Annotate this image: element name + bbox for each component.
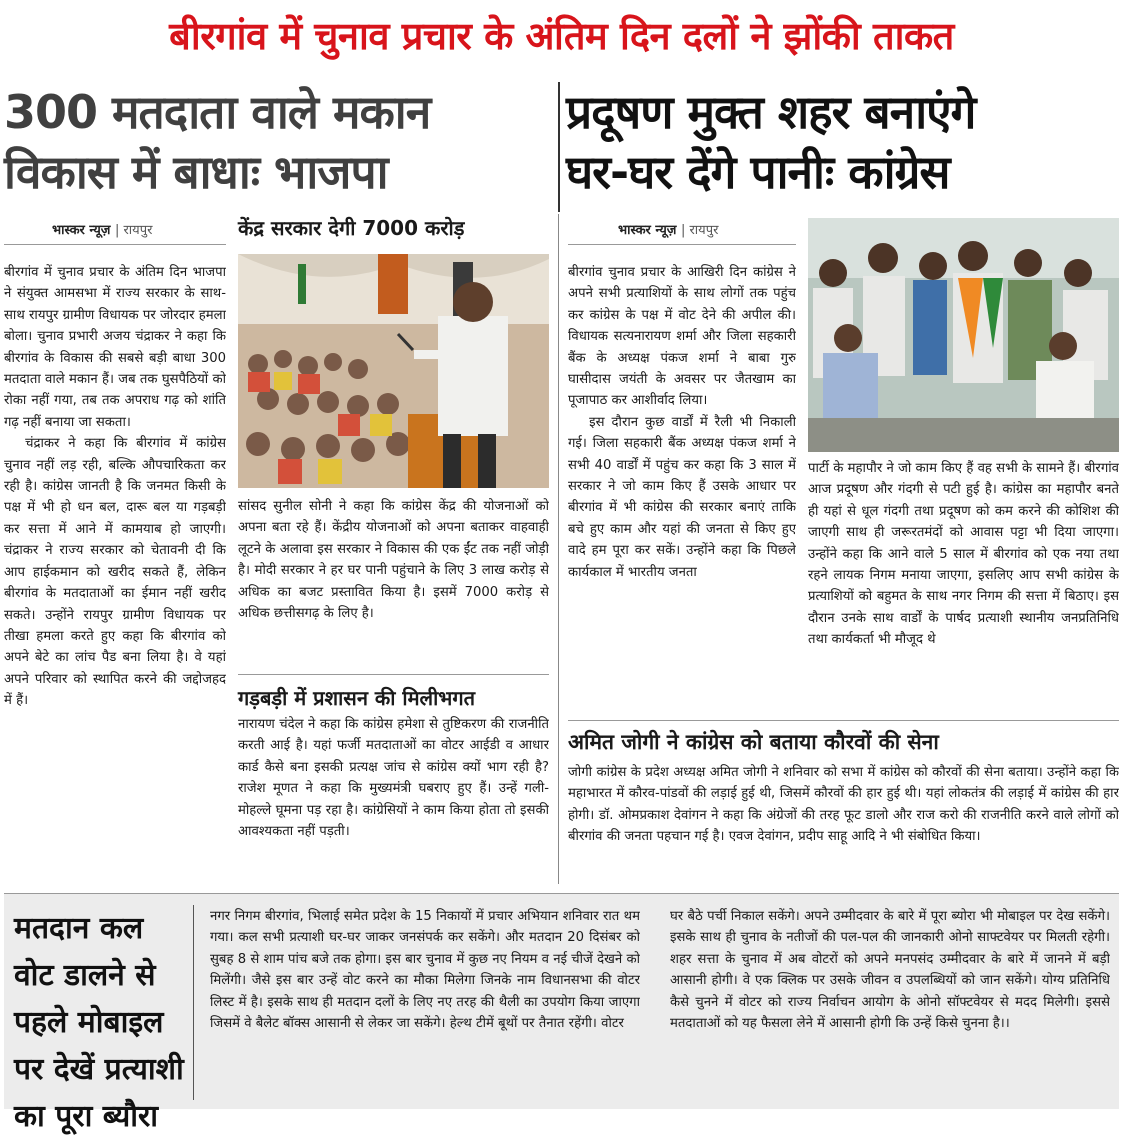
byline-rule	[4, 244, 226, 245]
right-para-4: जोगी कांग्रेस के प्रदेश अध्यक्ष अमित जोगी ने शनिवार को सभा में कांग्रेस को कौरवों की सेना बताया। उन्होंने कहा कि महाभारत में कौरव-पांडवों की लड़ाई हुई थी, जिसमें कौरवों की हार हुई थी। यहां लोकतंत्र की लड़ाई में कांग्रेस की हार होगी। डॉ. ओमप्रकाश देवांगन ने कहा कि अंग्रेजों की तरह फूट डालो और राज करो की राजनीति करने वाले लोगों को बीरगांव की जनता पहचान गई है। एवज देवांगन, प्रदीप साहू आदि ने भी संबोधित किया।	[568, 765, 1119, 845]
right-para-1: बीरगांव चुनाव प्रचार के आखिरी दिन कांग्रेस ने अपने सभी प्रत्याशियों के साथ लोगों तक पहुंच कर कांग्रेस के पक्ष में वोट देने की अपील की। विधायक सत्यनारायण शर्मा और जिला सहकारी बैंक के अध्यक्ष पंकज शर्मा ने बाबा गुरु घासीदास जयंती के अवसर पर जैतखाम का पूजापाठ कर आशीर्वाद लिया।	[568, 265, 796, 409]
left-headline-line1: 300 मतदाता वाले मकान	[4, 85, 431, 139]
box-headline	[14, 905, 189, 1140]
byline-city: रायपुर	[689, 223, 719, 238]
subhead-rule	[568, 720, 1119, 721]
byline-agency: भास्कर न्यूज़	[52, 223, 111, 238]
left-subhead-collusion: गड़बड़ी में प्रशासन की मिलीभगत	[238, 686, 475, 710]
story-divider	[558, 214, 559, 884]
left-headline	[4, 82, 554, 202]
left-para-2: चंद्राकर ने कहा कि बीरगांव में कांग्रेस चुनाव नहीं लड़ रही, बल्कि औपचारिकता कर रही है। कांग्रेस जानती है कि जनमत किसी के पक्ष में भी हो धन बल, दारू बल या गड़बड़ी कर सत्ता में आने में कामयाब हो जाएगी। चंद्राकर ने राज्य सरकार को चेतावनी दी कि आप हाईकमान को खरीद सकते हैं, लेकिन बीरगांव के मतदाताओं का ईमान नहीं खरीद सकते। उन्होंने रायपुर ग्रामीण विधायक पर तीखा हमला करते हुए कहा कि बीरगांव को अपने बेटे का लांच पैड बना लिया है। वे यहां अपने परिवार को स्थापित करने की जद्दोजहद में हैं।	[4, 436, 226, 709]
right-subhead-jogi: अमित जोगी ने कांग्रेस को बताया कौरवों की सेना	[568, 730, 939, 754]
right-story-column-1	[568, 262, 796, 712]
right-para-2: इस दौरान कुछ वार्डों में रैली भी निकाली गई। जिला सहकारी बैंक अध्यक्ष पंकज शर्मा ने सभी 40 वार्डों में पहुंच कर कहा कि 3 साल में सरकार ने जो काम किए हैं उसके आधार पर बीरगांव में भी कांग्रेस की सरकार बनाएं ताकि बचे हुए काम और यहां की जनता से किए हुए वादे हम पूरा कर सकें। उन्होंने कहा कि पिछले कार्यकाल में भारतीय जनता	[568, 414, 796, 580]
right-story-column-2	[808, 458, 1119, 718]
box-headline-line5: का पूरा ब्यौरा	[14, 1099, 159, 1134]
box-column-2	[670, 906, 1110, 1101]
left-subhead-7000-crore: केंद्र सरकार देगी 7000 करोड़	[238, 216, 465, 240]
box-text-2: घर बैठे पर्ची निकाल सकेंगे। अपने उम्मीदवार के बारे में पूरा ब्योरा भी मोबाइल पर देख सकेंगे। इसके साथ ही चुनाव के नतीजों की पल-पल की जानकारी ओनो साफ्टवेयर पर मिलती रहेगी। शहर सत्ता के चुनाव में अब वोटरों को अपने मनपसंद उम्मीदवार के बारे में जानने में बड़ी आसानी होगी। वे एक क्लिक पर उसके जीवन व उपलब्धियों को जान सकेंगे। योग्य प्रतिनिधि कैसे चुनने में वोटर को राज्य निर्वाचन आयोग के ओनो सॉफ्टवेयर से मदद मिलेगी। इससे मतदाताओं को यह फैसला लेने में आसानी होगी कि उन्हें किसे चुनना है।।	[670, 909, 1110, 1032]
congress-rally-photo	[808, 218, 1119, 452]
left-para-3: सांसद सुनील सोनी ने कहा कि कांग्रेस केंद्र की योजनाओं को अपना बता रहे हैं। केंद्रीय योजनाओं को अपना बताकर वाहवाही लूटने के अलावा इस सरकार ने विकास की एक ईंट तक नहीं जोड़ी है। मोदी सरकार ने हर घर पानी पहुंचाने के लिए 3 लाख करोड़ से अधिक का बजट प्रस्तावित किया है। इसमें 7000 करोड़ से अधिक छत्तीसगढ़ के लिए है।	[238, 499, 549, 622]
left-headline-line2: विकास में बाधाः भाजपा	[4, 145, 388, 199]
headline-divider	[558, 82, 560, 212]
left-story-column-2b	[238, 714, 549, 884]
box-headline-line3: पहले मोबाइल	[14, 1005, 164, 1040]
right-headline	[566, 82, 1120, 202]
box-column-1	[210, 906, 640, 1101]
box-divider	[193, 905, 194, 1100]
left-para-1: बीरगांव में चुनाव प्रचार के अंतिम दिन भाजपा ने संयुक्त आमसभा में राज्य सरकार के साथ-साथ रायपुर ग्रामीण विधायक पर जोरदार हमला बोला। चुनाव प्रभारी अजय चंद्राकर ने कहा कि बीरगांव के विकास की सबसे बड़ी बाधा 300 मतदाता वाले मकान हैं। जब तक घुसपैठियों को रोका नहीं गया, तब तक अपराध गढ़ को शांति गढ़ नहीं बनाया जा सकता।	[4, 265, 226, 430]
right-headline-line2: घर-घर देंगे पानीः कांग्रेस	[566, 145, 950, 199]
banner-headline: बीरगांव में चुनाव प्रचार के अंतिम दिन दलों ने झोंकी ताकत	[169, 14, 954, 58]
right-story-lower	[568, 762, 1119, 882]
right-para-3: पार्टी के महापौर ने जो काम किए हैं वह सभी के सामने हैं। बीरगांव आज प्रदूषण और गंदगी से पटी हुई है। कांग्रेस का महापौर बनते ही यहां से धूल गंदगी तथा प्रदूषण को कम करने की कोशिश की जाएगी साथ ही जरूरतमंदों को आवास पट्टा भी दिया जाएगा। उन्होंने कहा कि आने वाले 5 साल में बीरगांव को एक नया तथा रहने लायक निगम मनाया जाएगा, इसलिए आप सभी कांग्रेस के प्रत्याशियों को बहुमत के साथ नगर निगम की सत्ता में बिठाए। इस दौरान उनके साथ वार्डों के पार्षद प्रत्याशी स्थानीय जनप्रतिनिधि तथा कार्यकर्ता भी मौजूद थे	[808, 461, 1119, 648]
right-headline-line1: प्रदूषण मुक्त शहर बनाएंगे	[566, 85, 976, 139]
left-para-4: नारायण चंदेल ने कहा कि कांग्रेस हमेशा से तुष्टिकरण की राजनीति करती आई है। यहां फर्जी मतदाताओं का वोटर आईडी व आधार कार्ड कैसे बना इसकी प्रत्यक्ष जांच से कांग्रेस क्यों भाग रही है? राजेश मूणत ने कहा कि मुख्यमंत्री घबराए हुए हैं। उन्हें गली-मोहल्ले घूमना पड़ रहा है। कांग्रेसियों ने काम किया होता तो इसकी आवश्यकता नहीं पड़ती।	[238, 717, 549, 840]
left-byline: भास्कर न्यूज़ | रायपुर	[52, 223, 153, 238]
byline-agency: भास्कर न्यूज़	[618, 223, 677, 238]
byline-city: रायपुर	[123, 223, 153, 238]
bjp-rally-photo	[238, 254, 549, 488]
right-byline: भास्कर न्यूज़ | रायपुर	[618, 223, 719, 238]
left-story-column-2a	[238, 496, 549, 668]
box-headline-line1: मतदान कल	[14, 911, 144, 946]
box-headline-line4: पर देखें प्रत्याशी	[14, 1052, 184, 1087]
box-headline-line2: वोट डालने से	[14, 958, 156, 993]
box-text-1: नगर निगम बीरगांव, भिलाई समेत प्रदेश के 15 निकायों में प्रचार अभियान शनिवार रात थम गया। कल सभी प्रत्याशी घर-घर जाकर जनसंपर्क कर सकेंगे। और मतदान 20 दिसंबर को सुबह 8 से शाम पांच बजे तक होगा। इस बार चुनाव में कुछ नए नियम व नई चीजें देखने को मिलेंगी। जैसे इस बार उन्हें वोट करने का मौका मिलेगा जिनके नाम विधानसभा की वोटर लिस्ट में है। इसके साथ ही मतदान दलों के लिए नए तरह की थैली का उपयोग किया जाएगा जिसमें वे बैलेट बॉक्स आसानी से लेकर जा सकेंगे। हेल्थ टीमें बूथों पर तैनात रहेंगी। वोटर	[210, 909, 640, 1032]
left-story-column-1	[4, 262, 226, 884]
subhead-rule	[238, 674, 549, 675]
byline-rule	[568, 244, 796, 245]
